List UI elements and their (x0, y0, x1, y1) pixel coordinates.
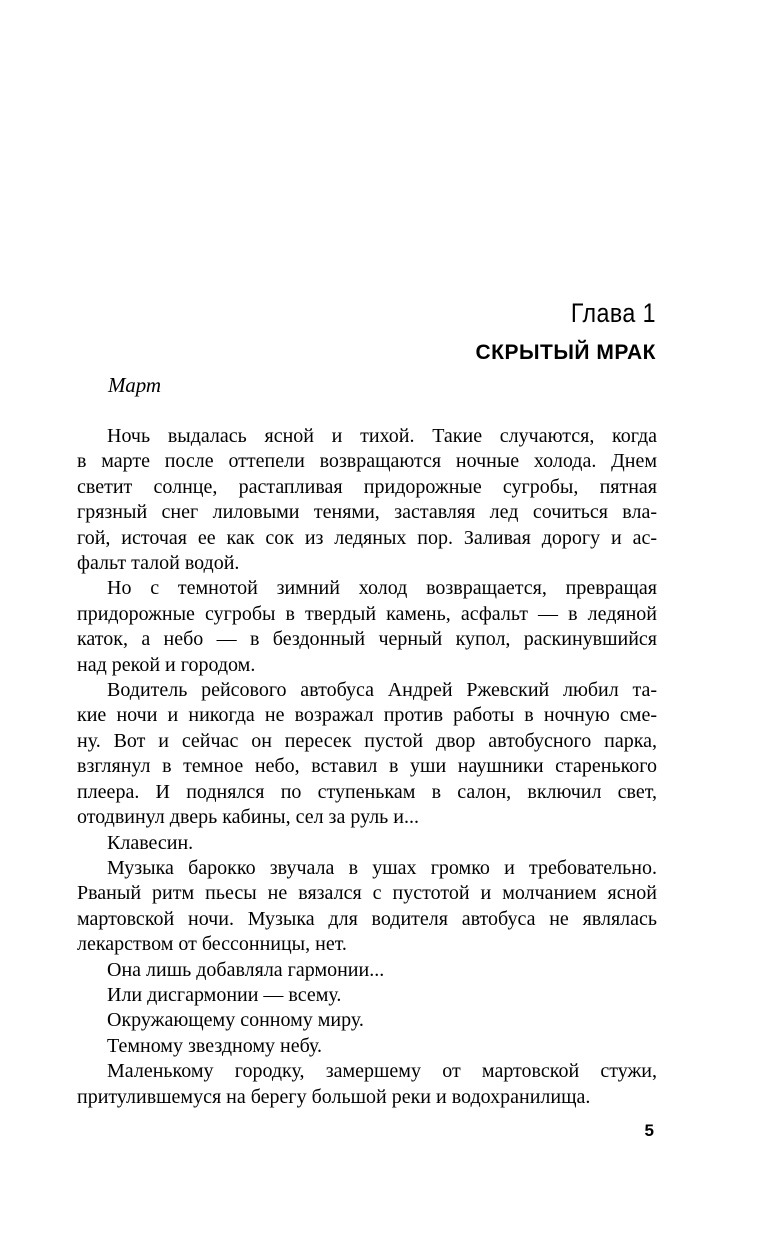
text-line: гой, источая ее как сок из ледяных пор. Заливая дорогу и ас- (77, 526, 657, 549)
text-line: лекарством от бессонницы, нет. (77, 933, 347, 956)
text-line: Музыка барокко звучала в ушах громко и требовательно. (107, 856, 657, 879)
paragraph (77, 983, 657, 1008)
text-line: отодвинул дверь кабины, сел за руль и... (77, 806, 419, 829)
paragraph (77, 576, 657, 678)
paragraph (77, 1008, 657, 1033)
text-line: грязный снег лиловыми тенями, заставляя лед сочиться вла- (77, 501, 657, 524)
text-line: кие ночи и никогда не возражал против работы в ночную сме- (77, 704, 657, 727)
text-line: ну. Вот и сейчас он пересек пустой двор автобусного парка, (77, 729, 657, 752)
paragraph (77, 424, 657, 576)
chapter-title: СКРЫТЫЙ МРАК (475, 341, 656, 364)
epigraph: Март (108, 373, 162, 397)
text-line: Темному звездному небу. (107, 1034, 322, 1057)
text-line: Она лишь добавляла гармонии... (107, 958, 385, 981)
text-line: взглянул в темное небо, вставил в уши наушники старенького (77, 755, 657, 778)
paragraph (77, 678, 657, 830)
text-line: Рваный ритм пьесы не вязался с пустотой и молчанием ясной (77, 882, 657, 905)
text-line: притулившемуся на берегу большой реки и водохранилища. (77, 1085, 591, 1108)
text-line: каток, а небо — в бездонный черный купол, раскинувшийся (77, 628, 657, 651)
text-line: Окружающему сонному миру. (107, 1009, 364, 1032)
chapter-label: Глава 1 (570, 298, 656, 328)
body-text (77, 424, 657, 1110)
page-number: 5 (644, 1121, 654, 1140)
text-line: Но с темнотой зимний холод возвращается, превращая (107, 577, 657, 600)
text-line: Маленькому городку, замершему от мартовской стужи, (107, 1060, 657, 1083)
text-line: над рекой и городом. (77, 653, 256, 676)
text-line: мартовской ночи. Музыка для водителя автобуса не являлась (77, 907, 657, 930)
paragraph (77, 1059, 657, 1110)
text-line: Водитель рейсового автобуса Андрей Ржевский любил та- (107, 679, 657, 702)
text-line: Ночь выдалась ясной и тихой. Такие случаются, когда (107, 425, 657, 447)
paragraph (77, 958, 657, 983)
paragraph (77, 856, 657, 958)
text-line: в марте после оттепели возвращаются ночные холода. Днем (77, 450, 657, 473)
text-line: Или дисгармонии — всему. (107, 983, 342, 1006)
paragraph (77, 1034, 657, 1059)
text-line: Клавесин. (107, 831, 194, 854)
text-line: светит солнце, растапливая придорожные сугробы, пятная (77, 475, 657, 498)
text-line: придорожные сугробы в твердый камень, асфальт — в ледяной (77, 602, 657, 625)
paragraph (77, 831, 657, 856)
text-line: фальт талой водой. (77, 552, 240, 575)
text-line: плеера. И поднялся по ступенькам в салон, включил свет, (77, 780, 657, 803)
